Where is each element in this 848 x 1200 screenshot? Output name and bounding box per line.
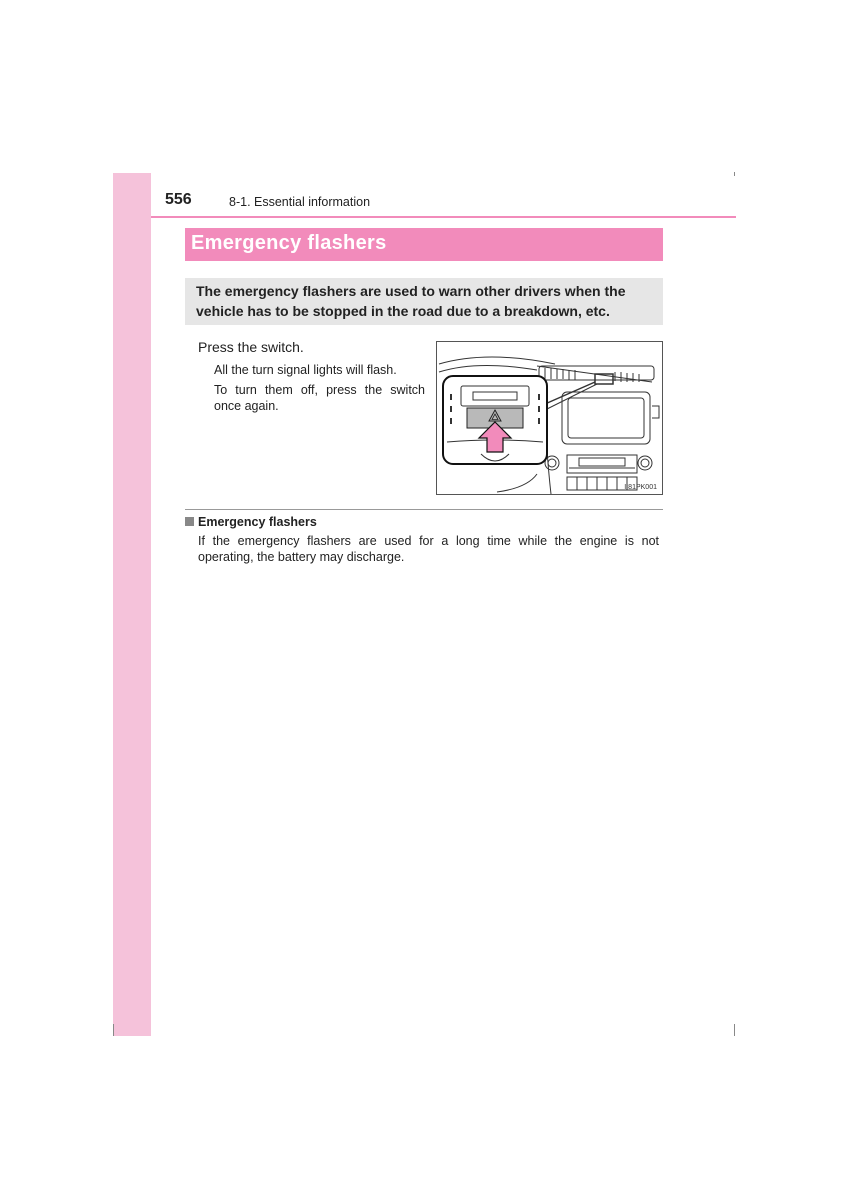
intro-text: The emergency flashers are used to warn other drivers when the vehicle has to be stopped in the road due to a breakdown, etc. <box>196 283 626 319</box>
square-bullet-icon <box>185 517 194 526</box>
section-reference: 8-1. Essential information <box>229 195 371 209</box>
note-body: If the emergency flashers are used for a long time while the engine is not operating, the battery may discharge. <box>198 534 659 564</box>
magnified-inset <box>443 376 547 464</box>
note-heading-text: Emergency flashers <box>198 515 317 529</box>
section-divider <box>185 509 663 510</box>
page-number: 556 <box>165 191 192 208</box>
intro-box <box>185 278 663 325</box>
page-title: Emergency flashers <box>191 232 387 254</box>
crop-mark-top-right <box>734 172 735 176</box>
dashboard-illustration <box>436 341 663 495</box>
figure-code: II81PK001 <box>624 484 657 491</box>
side-tab <box>113 173 151 1036</box>
step-detail-turn-off: To turn them off, press the switch once again. <box>214 383 425 413</box>
step-detail-flash: All the turn signal lights will flash. <box>214 363 397 377</box>
dashboard-drawing <box>437 342 662 494</box>
crop-mark-bottom-right <box>734 1024 735 1036</box>
header-rule <box>151 216 736 218</box>
step-instruction: Press the switch. <box>198 339 304 355</box>
note-heading <box>185 515 317 529</box>
title-bar <box>185 228 663 261</box>
crop-mark-bottom-left <box>113 1024 114 1036</box>
